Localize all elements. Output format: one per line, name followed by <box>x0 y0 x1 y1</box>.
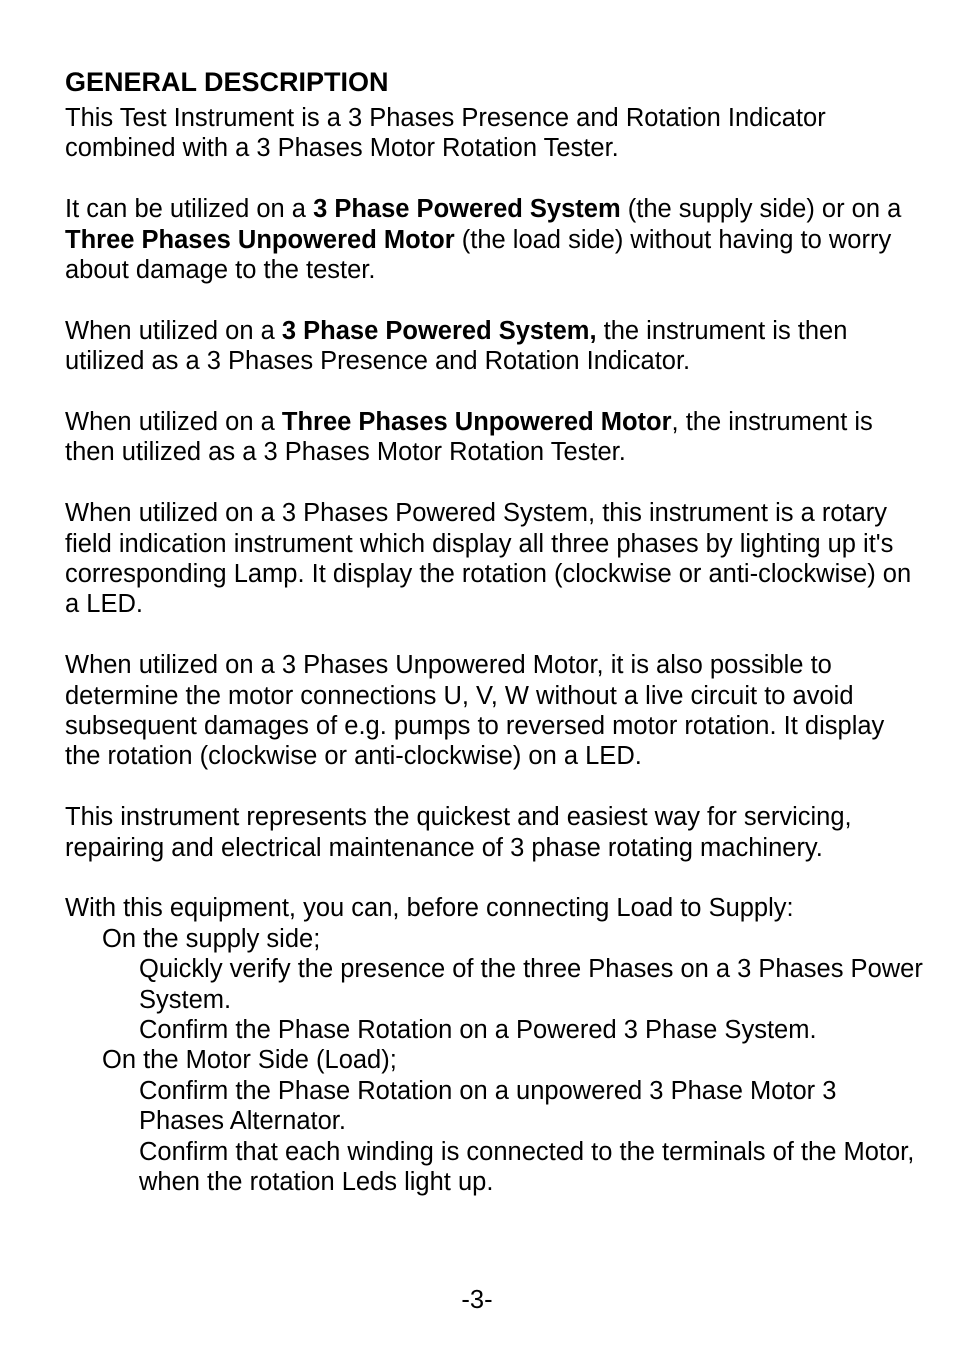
text: When utilized on a <box>65 316 282 345</box>
bold-term-powered-system: 3 Phase Powered System <box>313 195 621 224</box>
paragraph-rotary-field: When utilized on a 3 Phases Powered System, this instrument is a rotary field indication instrument which display all three phases by lighting up it's corresponding Lamp. It display the rotation (clockwise or anti-clockwise) on a LED. <box>65 499 912 619</box>
bold-term-unpowered-motor: Three Phases Unpowered Motor <box>281 408 672 437</box>
paragraph-powered-system <box>65 316 925 377</box>
bold-term-powered-system: 3 Phase Powered System, <box>281 316 597 345</box>
capabilities-list <box>65 893 925 1197</box>
text: (the supply side) or on a <box>620 195 902 224</box>
text: When utilized on a <box>65 408 282 437</box>
paragraph-motor-connections: When utilized on a 3 Phases Unpowered Motor, it is also possible to determine the motor connections U, V, W without a live circuit to avoid subsequent damages of e.g. pumps to reversed motor rotation. It display the rotation (clockwise or anti-clockwise) on a LED. <box>65 651 885 771</box>
list-intro: With this equipment, you can, before connecting Load to Supply: <box>65 894 794 923</box>
bold-term-unpowered-motor: Three Phases Unpowered Motor <box>65 225 455 254</box>
text: It can be utilized on a <box>65 195 314 224</box>
page-number: -3- <box>461 1286 493 1314</box>
paragraph-servicing: This instrument represents the quickest and easiest way for servicing, repairing and electrical maintenance of 3 phase rotating machinery. <box>65 803 852 862</box>
text: (the load side) without having to worry about damage to the tester. <box>65 225 892 285</box>
section-heading: GENERAL DESCRIPTION <box>65 67 389 97</box>
paragraph-intro: This Test Instrument is a 3 Phases Presence and Rotation Indicator combined with a 3 Phases Motor Rotation Tester. <box>65 104 826 163</box>
paragraph-usage <box>65 194 925 285</box>
list-heading-motor: On the Motor Side (Load); <box>102 1046 397 1075</box>
text: , the instrument is then utilized as a 3 Phases Motor Rotation Tester. <box>65 408 873 467</box>
list-item: Quickly verify the presence of the three Phases on a 3 Phases Power System. <box>139 955 923 1014</box>
text: the instrument is then utilized as a 3 Phases Presence and Rotation Indicator. <box>65 316 848 376</box>
list-item: Confirm that each winding is connected to the terminals of the Motor, when the rotation Leds light up. <box>139 1137 915 1197</box>
document-page <box>65 64 925 1198</box>
list-item: Confirm the Phase Rotation on a unpowered 3 Phase Motor 3 Phases Alternator. <box>139 1076 837 1136</box>
paragraph-unpowered-motor <box>65 407 925 468</box>
list-heading-supply: On the supply side; <box>102 924 321 953</box>
list-item: Confirm the Phase Rotation on a Powered 3 Phase System. <box>139 1016 817 1045</box>
